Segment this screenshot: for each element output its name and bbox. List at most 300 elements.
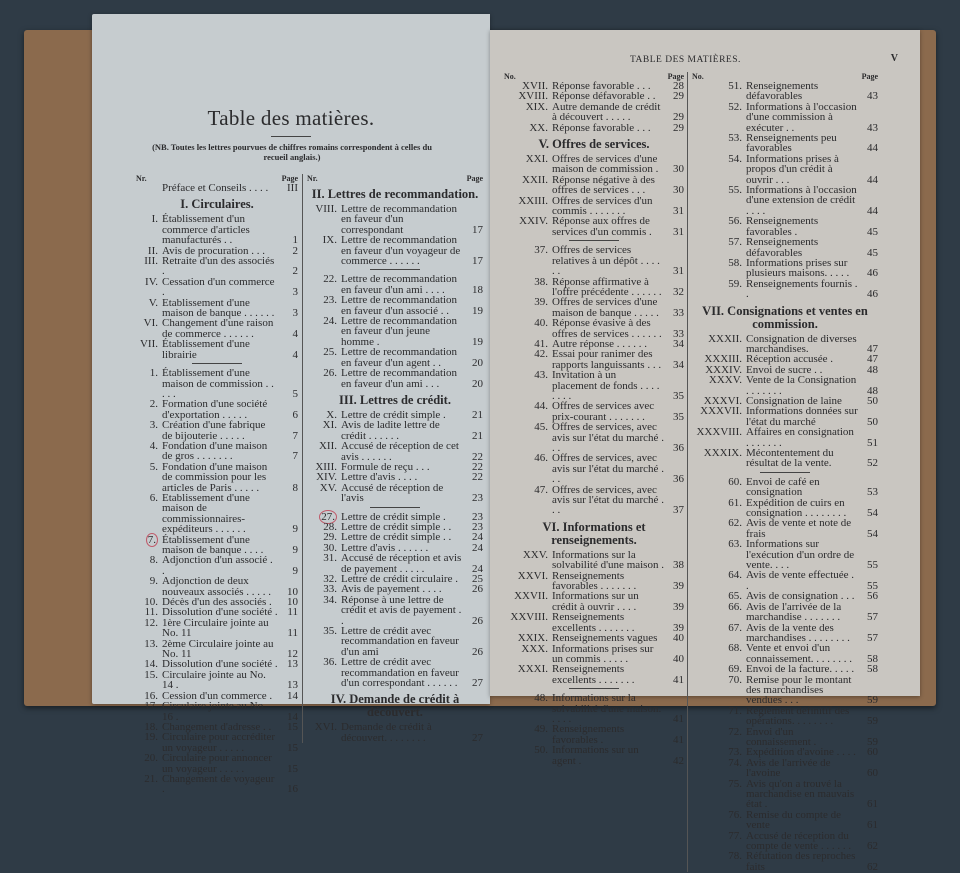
entry-page: 48: [867, 363, 878, 376]
entry-title: Lettre de crédit simple .: [341, 408, 446, 421]
entry-page: 2: [292, 244, 298, 257]
toc-entry: [136, 399, 298, 420]
entry-page: 57: [867, 611, 878, 624]
toc-entry: [504, 349, 684, 370]
entry-number: [692, 406, 746, 416]
entry-page: 24: [472, 562, 483, 575]
entry-number-text: XV.: [319, 481, 337, 494]
toc-entry: [307, 368, 483, 389]
entry-title: Lettre de crédit simple . .: [341, 531, 452, 544]
entry-title: Avis de la vente des marchandises . . . . . . . .: [746, 621, 850, 644]
entry-number-text: XII.: [318, 440, 337, 453]
entry-title: Informations sur la solvabilité d'une maison .: [552, 548, 664, 572]
section-heading: VI. Informations et renseignements.: [542, 519, 646, 547]
entry-title: Avis de payement . . . .: [341, 583, 442, 596]
toc-entry: [692, 279, 878, 300]
entry-number: [307, 483, 341, 493]
footnote-nb: (NB. Toutes les lettres pourvues de chiffres romains correspondent à celles du recueil anglais.): [152, 142, 432, 162]
toc-entry: [504, 453, 684, 484]
entry-number: [307, 441, 341, 451]
entry-number: [504, 277, 552, 287]
entry-page: 30: [673, 184, 684, 197]
right-page: [490, 30, 920, 873]
section-heading: VII. Consignations et ventes en commission.: [702, 303, 868, 331]
entry-number: [136, 214, 162, 224]
entry-title: Création d'une fabrique de bijouterie . . . . .: [162, 419, 266, 442]
page-title: Table des matières.: [207, 106, 375, 130]
entry-page: 20: [472, 377, 483, 390]
toc-entry: [504, 664, 684, 685]
entry-page: 10: [287, 596, 298, 609]
entry-number-text: XIII.: [315, 460, 337, 473]
entry-title: Expédition de cuirs en consignation . . . . . . . .: [746, 496, 847, 520]
entry-number-text: 10.: [144, 596, 158, 609]
entry-page: 39: [673, 621, 684, 634]
entry-title: Réponse favorable . . .: [552, 80, 651, 92]
entry-number: [692, 851, 746, 861]
entry-page: 27: [472, 677, 483, 690]
toc-entry: [692, 602, 878, 623]
entry-number: [692, 237, 746, 247]
entry-number-text: 47.: [534, 483, 548, 496]
entry-page: 34: [673, 358, 684, 371]
divider: [370, 507, 420, 508]
page-number: V: [890, 53, 898, 64]
entry-number-text: 11.: [144, 606, 158, 619]
entry-number: [307, 553, 341, 563]
entry-number: [307, 657, 341, 667]
toc-column-right-1: [504, 72, 684, 766]
toc-entry: [692, 727, 878, 748]
entry-number-text: I.: [151, 213, 158, 226]
toc-entry: [136, 493, 298, 535]
toc-entry: [504, 591, 684, 612]
entry-number: [692, 779, 746, 789]
entry-number-text: 14.: [144, 658, 158, 671]
entry-title: Dissolution d'une société .: [162, 606, 278, 619]
entry-page: 8: [292, 481, 298, 494]
toc-entry: [692, 477, 878, 498]
toc-entry: [504, 745, 684, 766]
entry-number: [307, 316, 341, 326]
toc-entry: [504, 216, 684, 237]
entry-title: Avis de procuration . . .: [162, 244, 266, 257]
entry-title: Adjonction de deux nouveaux associés . . . . .: [162, 575, 272, 598]
toc-entry: [692, 102, 878, 133]
section-heading: III. Lettres de crédit.: [339, 392, 451, 407]
entry-number-text: XXXIII.: [704, 353, 742, 366]
entry-page: 26: [472, 645, 483, 658]
entry-number: [136, 535, 162, 545]
toc-column-left-1: [136, 174, 298, 795]
entry-page: 47: [867, 353, 878, 366]
entry-number-text: V.: [148, 296, 158, 309]
toc-entry: [692, 237, 878, 258]
entry-title: Changement de voyageur .: [162, 772, 275, 796]
entry-number: [692, 758, 746, 768]
entry-title: Renseignements défavorables: [746, 236, 819, 259]
section-heading: V. Offres de services.: [538, 137, 650, 152]
entry-page: 13: [287, 679, 298, 692]
entry-number: [504, 550, 552, 560]
entry-page: 15: [287, 741, 298, 754]
entry-page: 57: [867, 631, 878, 644]
toc-entry: [504, 123, 684, 133]
entry-title: Lettre de crédit circulaire .: [341, 573, 458, 585]
entry-number-text: XIX.: [525, 100, 548, 113]
toc-entry: [692, 81, 878, 102]
entry-title: Règlement définitif des opérations. . . . . . . .: [746, 704, 850, 728]
column-header-no: No.: [504, 72, 516, 81]
entry-number-text: XVIII.: [518, 90, 548, 103]
toc-entry: [307, 441, 483, 462]
entry-page: 38: [673, 559, 684, 572]
entry-title: Dissolution d'une société .: [162, 658, 278, 671]
entry-title: Établissement d'un commerce d'articles manufacturés . .: [162, 213, 250, 247]
toc-entry: [504, 422, 684, 453]
entry-number: [504, 422, 552, 432]
toc-entry: [692, 747, 878, 757]
entry-title: Informations sur l'exécution d'un ordre de vente. . . .: [746, 538, 855, 572]
entry-number-text: 66.: [728, 600, 742, 613]
entry-title: Décès d'un des associés .: [162, 596, 272, 609]
toc-entry: [136, 576, 298, 597]
entry-page: 58: [867, 663, 878, 676]
entry-number-text: 20.: [144, 752, 158, 765]
entry-number: [504, 245, 552, 255]
entry-title: Renseignements vagues: [552, 632, 658, 645]
entry-number: [136, 399, 162, 409]
entry-page: 22: [472, 460, 483, 473]
entry-title: Accusé de réception et avis de payement . . . . .: [341, 552, 462, 575]
toc-entry: [136, 441, 298, 462]
entry-page: 14: [287, 710, 298, 723]
toc-entry: [692, 334, 878, 355]
toc-entry: [692, 258, 878, 279]
entry-title: Envoi de la facture. . . . .: [746, 663, 855, 676]
entry-number-text: 31.: [323, 552, 337, 565]
entry-title: Établissement d'une maison de commission . . . . .: [162, 367, 274, 400]
toc-entry: [136, 183, 298, 193]
entry-page: 6: [292, 408, 298, 421]
entry-title: Essai pour ranimer des rapports languissants . . .: [552, 348, 662, 371]
column-header-page: Page: [861, 72, 878, 81]
entry-page: 41: [673, 673, 684, 686]
entry-page: 46: [867, 267, 878, 280]
entry-number-text: 32.: [323, 573, 337, 585]
entry-page: 29: [673, 111, 684, 124]
entry-page: 22: [472, 471, 483, 484]
divider: [760, 472, 810, 473]
entry-number: [504, 453, 552, 463]
divider: [370, 269, 420, 270]
entry-number-text: XXIII.: [518, 194, 548, 207]
circled-entry-number: 27.: [321, 510, 335, 523]
toc-entry: [692, 706, 878, 727]
entry-number-text: XXXII.: [708, 332, 742, 345]
entry-number-text: XIV.: [316, 471, 337, 484]
entry-number-text: 70.: [728, 673, 742, 686]
entry-page: 58: [867, 652, 878, 665]
column-header-page: Page: [281, 174, 298, 183]
entry-number-text: XX.: [529, 121, 548, 134]
toc-entry: [692, 375, 878, 396]
entry-number-text: VI.: [143, 317, 158, 330]
entry-page: 13: [287, 658, 298, 671]
entry-title: Circulaire jointe au No. 16 .: [162, 700, 266, 723]
entry-number: [692, 727, 746, 737]
entry-page: 34: [673, 337, 684, 350]
entry-page: 26: [472, 614, 483, 627]
toc-entry: [136, 368, 298, 399]
entry-number-text: 77.: [728, 829, 742, 842]
entry-title: Vente et envoi d'un connaissement. . . . . . . .: [746, 642, 853, 665]
entry-page: 24: [472, 541, 483, 554]
entry-page: 3: [292, 286, 298, 299]
entry-title: Autre réponse . . . . . .: [552, 337, 648, 350]
entry-number-text: 60.: [728, 475, 742, 488]
entry-page: 31: [673, 265, 684, 278]
entry-title: Informations données sur l'état du marché: [746, 405, 858, 428]
entry-number: [692, 102, 746, 112]
entry-title: Réponse défavorable . .: [552, 90, 656, 103]
entry-title: Cession d'un commerce .: [162, 689, 273, 702]
entry-title: Offres de services relatives à un dépôt . . . . . .: [552, 244, 660, 278]
entry-title: Changement d'une raison de commerce . . . . . .: [162, 317, 274, 340]
toc-entry: [692, 779, 878, 810]
toc-entry: [692, 154, 878, 185]
entry-number: [136, 420, 162, 430]
column-header-no: Nr.: [307, 174, 318, 183]
entry-title: Lettre de recommandation en faveur d'un voyageur de commerce . . . . . .: [341, 234, 461, 268]
entry-number-text: VIII.: [315, 203, 337, 215]
entry-title: Remise du compte de vente: [746, 808, 842, 832]
entry-page: 12: [287, 648, 298, 661]
entry-number: [504, 370, 552, 380]
entry-title: Réponse évasive à des offres de services . . . . . .: [552, 317, 662, 340]
entry-number-text: XXVII.: [514, 590, 548, 603]
entry-title: Lettre de recommandation en faveur d'un ami . . . .: [341, 273, 458, 296]
entry-number: [692, 334, 746, 344]
entry-number: [136, 339, 162, 349]
entry-number: [307, 420, 341, 430]
section-heading: II. Lettres de recommandation.: [311, 187, 479, 201]
toc-entry: [307, 204, 483, 235]
entry-title: Préface et Conseils . . . .: [162, 182, 269, 194]
entry-number: [307, 368, 341, 378]
toc-entry: [692, 427, 878, 448]
entry-title: Accusé de réception du compte de vente . . . . . .: [746, 829, 852, 853]
toc-entry: [692, 133, 878, 154]
entry-title: Avis de vente et note de frais: [746, 517, 852, 540]
entry-number-text: 58.: [728, 256, 742, 269]
toc-entry: [307, 316, 483, 347]
toc-entry: [307, 626, 483, 657]
toc-entry: [692, 675, 878, 706]
entry-number: [136, 256, 162, 266]
entry-number-text: 65.: [728, 590, 742, 603]
entry-title: Etablissement d'une maison de commissionnaires-expéditeurs . . . . . .: [162, 491, 250, 536]
entry-title: Lettre d'avis . . . . . .: [341, 541, 429, 554]
entry-page: 48: [867, 384, 878, 397]
entry-number: [136, 298, 162, 308]
entry-number: [692, 154, 746, 164]
entry-title: Informations prises sur plusieurs maisons. . . . .: [746, 256, 850, 280]
entry-title: Établissement d'une maison de banque . . . .: [162, 533, 264, 556]
entry-page: 28: [673, 80, 684, 92]
entry-number: [692, 133, 746, 143]
entry-page: 19: [472, 335, 483, 348]
entry-number-text: 35.: [323, 625, 337, 638]
entry-title: Réponse affirmative à l'offre précédente . . . . . .: [552, 275, 662, 298]
entry-number: [504, 644, 552, 654]
entry-number: [504, 571, 552, 581]
toc-entry: [504, 401, 684, 422]
entry-number: [307, 722, 341, 732]
entry-number-text: 28.: [323, 520, 337, 533]
entry-title: Réception accusée .: [746, 353, 834, 366]
entry-page: 55: [867, 559, 878, 572]
entry-number-text: 12.: [144, 616, 158, 629]
entry-number: [307, 626, 341, 636]
toc-entry: [692, 758, 878, 779]
entry-title: Lettre de recommandation en faveur d'un associé . .: [341, 294, 458, 317]
entry-number-text: 17.: [144, 700, 158, 713]
entry-number-text: XXIV.: [519, 215, 548, 228]
entry-title: Offres de services avec prix-courant . . . . . . .: [552, 400, 655, 423]
entry-title: Avis de l'arrivée de l'avoine: [746, 756, 831, 780]
entry-title: Renseignements favorables . . . . . . .: [552, 569, 637, 593]
entry-number: [504, 349, 552, 359]
entry-page: 24: [472, 531, 483, 544]
entry-page: 25: [472, 573, 483, 585]
entry-number-text: 69.: [728, 663, 742, 676]
entry-number-text: 8.: [149, 554, 158, 567]
entry-page: 60: [867, 746, 878, 759]
entry-number: [136, 639, 162, 649]
entry-number-text: 53.: [728, 132, 742, 145]
toc-entry: [504, 485, 684, 516]
toc-entry: [692, 448, 878, 469]
toc-entry: [307, 235, 483, 266]
entry-title: Adjonction d'un associé . .: [162, 554, 273, 577]
running-head: TABLE DES MATIÈRES.: [630, 55, 741, 65]
entry-number: [504, 175, 552, 185]
entry-page: 61: [867, 819, 878, 832]
entry-page: 39: [673, 600, 684, 613]
entry-page: 21: [472, 429, 483, 442]
entry-number-text: XXVIII.: [510, 611, 548, 624]
divider: [192, 363, 242, 364]
entry-page: 50: [867, 394, 878, 407]
entry-page: 60: [867, 767, 878, 780]
entry-number-text: 48.: [534, 692, 548, 705]
entry-page: III: [287, 182, 298, 194]
entry-number-text: XXVI.: [517, 569, 548, 582]
entry-page: 15: [287, 762, 298, 775]
toc-entry: [136, 462, 298, 493]
entry-title: Renseignements favorables .: [746, 215, 819, 238]
toc-entry: [307, 595, 483, 626]
entry-number-text: 24.: [323, 315, 337, 328]
entry-number: [136, 462, 162, 472]
entry-title: Offres de services, avec avis sur l'état du marché . . .: [552, 452, 664, 486]
toc-entry: [692, 498, 878, 519]
entry-page: 3: [292, 307, 298, 320]
entry-page: 44: [867, 204, 878, 217]
toc-entry: [504, 102, 684, 123]
entry-number-text: XXXVII.: [700, 405, 742, 418]
entry-title: Avis de consignation . . .: [746, 590, 855, 603]
entry-number-text: 71.: [728, 704, 742, 717]
toc-entry: [692, 643, 878, 664]
entry-title: Lettre de recommandation en faveur d'un agent . .: [341, 346, 458, 369]
entry-number: [692, 570, 746, 580]
entry-title: Demande de crédit à découvert. . . . . . . .: [341, 721, 432, 744]
entry-number-text: 78.: [728, 850, 742, 863]
entry-title: Fondation d'une maison de gros . . . . . . .: [162, 439, 268, 463]
toc-entry: [692, 570, 878, 591]
entry-title: Etablissement d'une maison de banque . . . . . .: [162, 296, 275, 320]
entry-page: 14: [287, 689, 298, 702]
entry-number: [692, 498, 746, 508]
entry-page: 39: [673, 580, 684, 593]
entry-number-text: XXXIX.: [703, 447, 742, 459]
entry-page: 62: [867, 860, 878, 873]
column-header: [307, 174, 483, 183]
entry-number: [136, 753, 162, 763]
entry-page: 45: [867, 246, 878, 259]
entry-page: 2: [292, 265, 298, 278]
entry-title: Informations sur la solvabilité d'une maison. . . . .: [552, 692, 662, 725]
entry-title: Expédition d'avoine . . . .: [746, 746, 856, 759]
entry-number-text: 55.: [728, 184, 742, 197]
entry-number: [692, 375, 746, 385]
entry-number: [692, 448, 746, 458]
entry-title: Envoi de café en consignation: [746, 475, 820, 499]
entry-title: Lettre de recommandation en faveur d'un correspondant: [341, 203, 458, 236]
entry-number-text: 26.: [323, 367, 337, 380]
column-header-page: Page: [466, 174, 483, 183]
entry-number-text: 45.: [534, 421, 548, 434]
column-header-no: No.: [692, 72, 704, 81]
entry-title: Invitation à un placement de fonds . . . . . . . .: [552, 369, 660, 402]
entry-title: Réponse favorable . . .: [552, 121, 651, 134]
entry-page: 32: [673, 285, 684, 298]
entry-number: [307, 347, 341, 357]
entry-number: [307, 595, 341, 605]
entry-number: [504, 318, 552, 328]
entry-title: Offres de services d'un commis . . . . . . .: [552, 194, 653, 218]
toc-entry: [136, 639, 298, 660]
entry-number: [504, 123, 552, 133]
entry-title: Réfutation des reproches faits: [746, 850, 856, 873]
entry-title: Affaires en consignation . . . . . . .: [746, 426, 854, 449]
toc-entry: [504, 612, 684, 633]
entry-title: Circulaire jointe au No. 14 .: [162, 668, 266, 692]
entry-page: 41: [673, 712, 684, 725]
entry-number-text: 13.: [144, 637, 158, 650]
toc-entry: [692, 851, 878, 872]
entry-number: [136, 732, 162, 742]
entry-page: 54: [867, 507, 878, 520]
entry-title: Envoi de sucre . .: [746, 363, 823, 376]
entry-number-text: 16.: [144, 689, 158, 702]
entry-number-text: IX.: [322, 234, 337, 247]
toc-entry: [692, 518, 878, 539]
entry-page: 23: [472, 520, 483, 533]
entry-number: [504, 401, 552, 411]
